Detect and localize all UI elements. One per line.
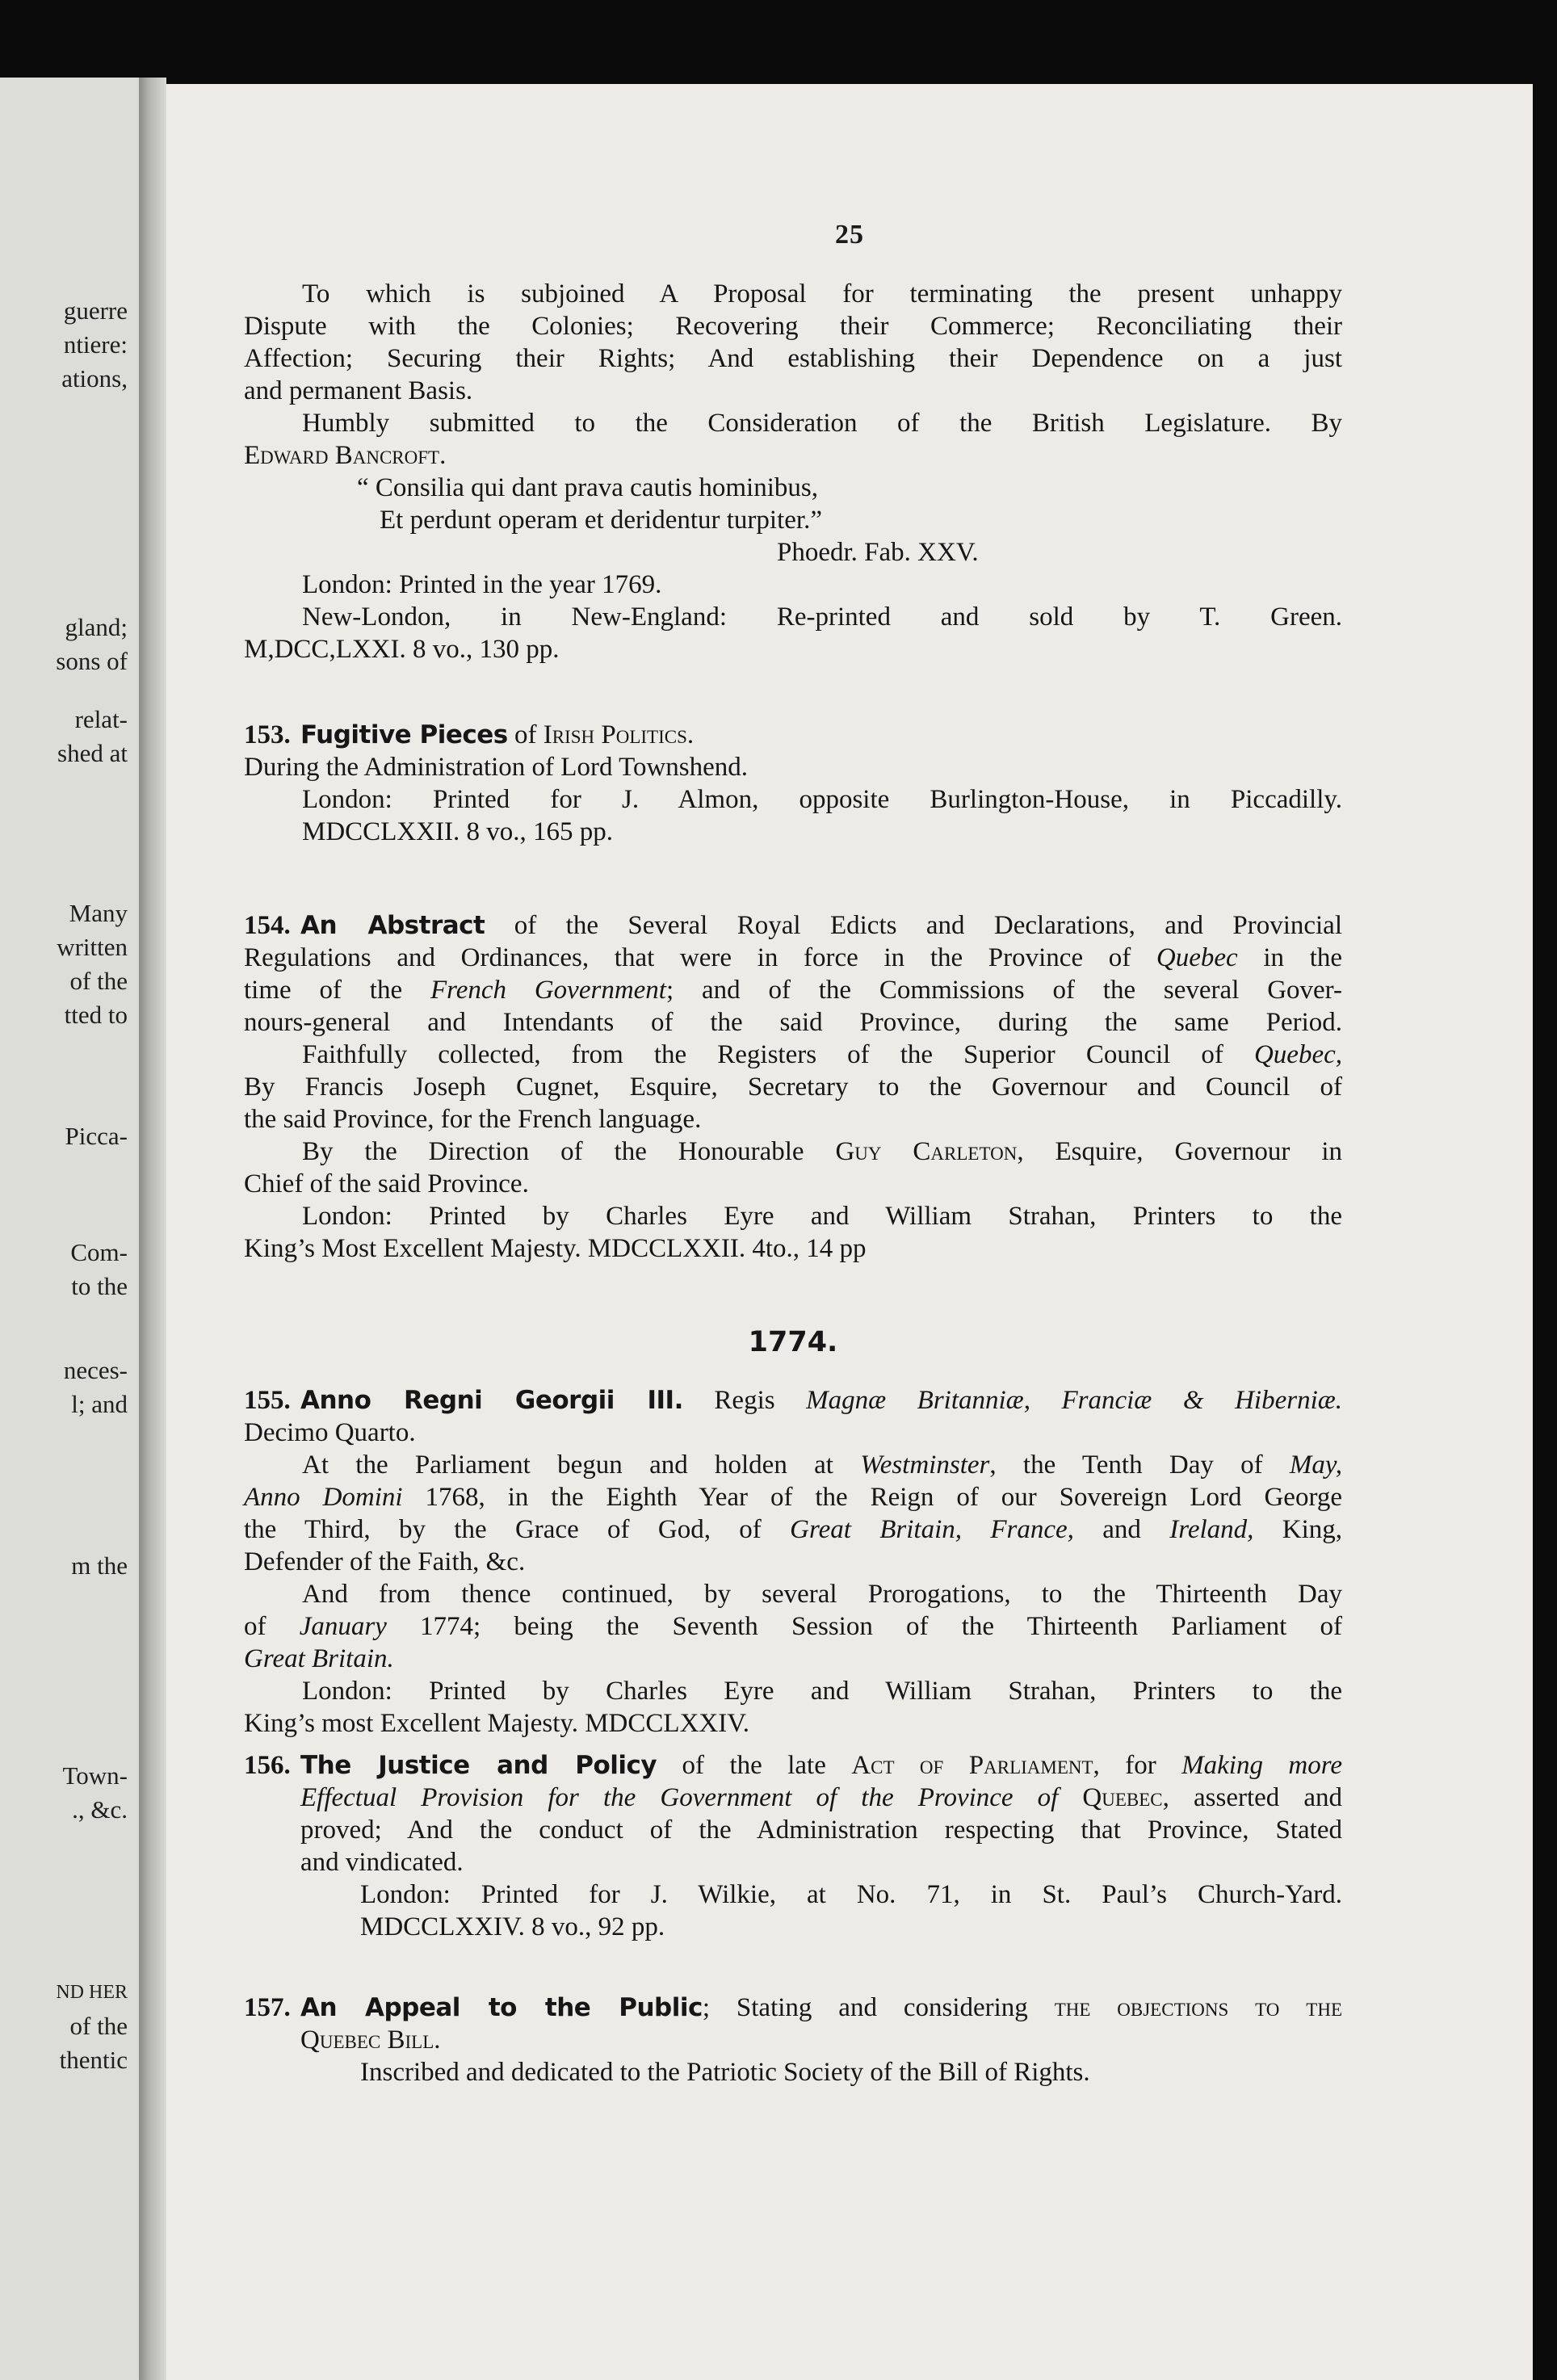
entry-text: Westminster [860, 1450, 990, 1480]
entry-text: time of the [244, 976, 430, 1005]
facing-page-line: written [57, 933, 128, 961]
entry-text-line: Chief of the said Province. [244, 1169, 529, 1198]
book-gutter [139, 78, 166, 2380]
facing-page-line: ations, [61, 364, 128, 392]
facing-page-line: to the [71, 1272, 128, 1300]
entry-text: for [1099, 1751, 1182, 1780]
entry-number: 156. [244, 1751, 291, 1780]
entry-text: By the Direction of the Honourable [302, 1137, 836, 1166]
entry-text: of [507, 720, 543, 749]
entry-title: Fugitive Pieces [300, 720, 508, 749]
entry-text: 1774; being the Seventh Session of the Thirteenth Parliament of [386, 1612, 1342, 1641]
entry-text: Magnæ Britanniæ, Franciæ & Hiberniæ. [806, 1386, 1342, 1415]
author-name: Edward Bancroft. [244, 441, 447, 470]
entry-text: of the late [657, 1751, 852, 1780]
entry-text-line: By Francis Joseph Cugnet, Esquire, Secretary to the Governour and Council of [244, 1072, 1342, 1102]
entry-text-line: the said Province, for the French language. [244, 1105, 702, 1134]
year-heading: 1774. [748, 1326, 838, 1358]
entry-title: An Abstract [300, 911, 485, 940]
entry-text: Great Britain. [244, 1644, 394, 1673]
entry-text: French Government [430, 976, 666, 1005]
entry-text: At the Parliament begun and holden at [302, 1450, 861, 1480]
entry-text-line: Defender of the Faith, &c. [244, 1547, 526, 1576]
entry-text: and [1073, 1515, 1170, 1544]
facing-page-line: l; and [71, 1390, 128, 1418]
entry-number: 155. [244, 1386, 291, 1415]
entry-number: 157. [244, 1993, 291, 2022]
facing-page-line: Picca- [65, 1122, 128, 1150]
imprint-line: New-London, in New-England: Re-printed and sold by T. Green. [302, 602, 1342, 632]
facing-page-line: guerre [63, 296, 128, 325]
epigraph-line: “ Consilia qui dant prava cautis hominibus, [357, 473, 818, 502]
imprint-line: London: Printed for J. Wilkie, at No. 71, in St. Paul’s Church-Yard. [360, 1880, 1342, 1909]
entry-text: in the [1237, 943, 1343, 972]
entry-text-line: Dispute with the Colonies; Recovering their Commerce; Reconciliating their [244, 312, 1342, 341]
imprint-line: King’s most Excellent Majesty. MDCCLXXIV. [244, 1709, 750, 1738]
entry-text: Guy Carleton [835, 1137, 1018, 1166]
facing-page-line: neces- [63, 1356, 128, 1384]
entry-text-line: Quebec Bill. [300, 2025, 441, 2055]
entry-text: January [299, 1612, 387, 1641]
facing-page-line: tted to [64, 1001, 128, 1029]
entry-text: Quebec [1156, 943, 1238, 972]
entry-text-line: proved; And the conduct of the Administration respecting that Province, Stated [300, 1815, 1342, 1845]
entry-text: Ireland, [1169, 1515, 1254, 1544]
entry-text: Great Britain, France, [790, 1515, 1074, 1544]
imprint-line: King’s Most Excellent Majesty. MDCCLXXII. 4to., 14 pp [244, 1234, 867, 1263]
entry-text: Act of Parliament, [851, 1751, 1100, 1780]
entry-155 [244, 1384, 1342, 1740]
entry-text-line: To which is subjoined A Proposal for terminating the present unhappy [302, 279, 1342, 309]
entry-text: , Esquire, Governour in [1017, 1137, 1342, 1166]
entry-title: An Appeal to the Public [300, 1993, 703, 2022]
entry-number: 154. [244, 911, 291, 940]
facing-page-line: m the [71, 1551, 128, 1580]
entry-text: King, [1253, 1515, 1342, 1544]
imprint-line: London: Printed by Charles Eyre and William Strahan, Printers to the [302, 1202, 1342, 1231]
facing-page-line: Com- [70, 1238, 128, 1266]
facing-page-line: sons of [56, 647, 128, 675]
entry-text: , the Tenth Day of [989, 1450, 1290, 1480]
entry-text: the objections to the [1054, 1993, 1343, 2022]
facing-page-line: of the [69, 2012, 128, 2040]
epigraph-source: Phoedr. Fab. XXV. [777, 538, 979, 567]
entry-text: Quebec, [1058, 1783, 1169, 1812]
imprint-line: London: Printed by Charles Eyre and William Strahan, Printers to the [302, 1677, 1342, 1706]
facing-page-line: ND HER [56, 1982, 128, 2003]
entry-text: ; and of the Commissions of the several Gover- [665, 976, 1342, 1005]
facing-page-line: Many [69, 899, 128, 927]
entry-text-line: During the Administration of Lord Townshend. [244, 753, 749, 782]
book-page [166, 84, 1533, 2380]
entry-text: of [244, 1612, 300, 1641]
entry-text: Anno Domini [244, 1483, 403, 1512]
entry-number: 153. [244, 720, 291, 749]
facing-page-line: Town- [62, 1761, 128, 1790]
entry-text: of the Several Royal Edicts and Declarations, and Provincial [485, 911, 1342, 940]
entry-text-line: Decimo Quarto. [244, 1418, 416, 1447]
entry-text: May, [1289, 1450, 1342, 1480]
entry-text: the Third, by the Grace of God, of [244, 1515, 791, 1544]
page-number: 25 [835, 220, 864, 250]
entry-text-line: and vindicated. [300, 1848, 464, 1877]
entry-text: Regulations and Ordinances, that were in force in the Province of [244, 943, 1156, 972]
entry-text-line: and permanent Basis. [244, 376, 473, 405]
epigraph-line: Et perdunt operam et deridentur turpiter.” [380, 506, 822, 535]
facing-page-line: gland; [65, 613, 128, 641]
entry-text: Making more [1181, 1751, 1343, 1780]
entry-text: Faithfully collected, from the Registers of the Superior Council of [302, 1040, 1254, 1069]
entry-text-line: And from thence continued, by several Prorogations, to the Thirteenth Day [302, 1580, 1342, 1609]
entry-153 [244, 719, 1342, 848]
entry-152-continuation [244, 278, 1342, 665]
entry-text: Regis [682, 1386, 807, 1415]
imprint-line: M,DCC,LXXI. 8 vo., 130 pp. [244, 635, 560, 664]
entry-156 [244, 1749, 1342, 1943]
entry-text-line: Inscribed and dedicated to the Patriotic Society of the Bill of Rights. [360, 2058, 1090, 2087]
facing-page-line: shed at [57, 739, 128, 767]
entry-text: 1768, in the Eighth Year of the Reign of our Sovereign Lord George [402, 1483, 1342, 1512]
entry-text: Quebec, [1253, 1040, 1342, 1069]
imprint-line: London: Printed for J. Almon, opposite Burlington-House, in Piccadilly. [302, 785, 1342, 814]
facing-page-line: of the [69, 967, 128, 995]
entry-text-line: nours-general and Intendants of the said Province, during the same Period. [244, 1008, 1342, 1037]
entry-text: Irish Politics. [543, 720, 695, 749]
entry-text: asserted and [1169, 1783, 1342, 1812]
imprint-line: MDCCLXXII. 8 vo., 165 pp. [302, 817, 613, 846]
imprint-line: London: Printed in the year 1769. [302, 570, 662, 599]
entry-title: The Justice and Policy [300, 1751, 657, 1780]
facing-page-line: thentic [59, 2046, 128, 2074]
facing-page-line: ., &c. [72, 1795, 128, 1824]
entry-157 [244, 1992, 1342, 2088]
facing-page [0, 78, 139, 2380]
entry-text: Effectual Provision for the Government of the Province of [300, 1783, 1059, 1812]
year-heading-wrap [244, 1324, 1342, 1360]
facing-page-line: relat- [74, 705, 128, 733]
entry-text: ; Stating and considering [702, 1993, 1055, 2022]
entry-154 [244, 909, 1342, 1265]
imprint-line: MDCCLXXIV. 8 vo., 92 pp. [360, 1912, 665, 1941]
entry-text-line: Humbly submitted to the Consideration of the British Legislature. By [302, 409, 1342, 438]
entry-title: Anno Regni Georgii III. [300, 1386, 683, 1415]
entry-text-line: Affection; Securing their Rights; And establishing their Dependence on a just [244, 344, 1342, 373]
facing-page-line: ntiere: [63, 330, 128, 359]
